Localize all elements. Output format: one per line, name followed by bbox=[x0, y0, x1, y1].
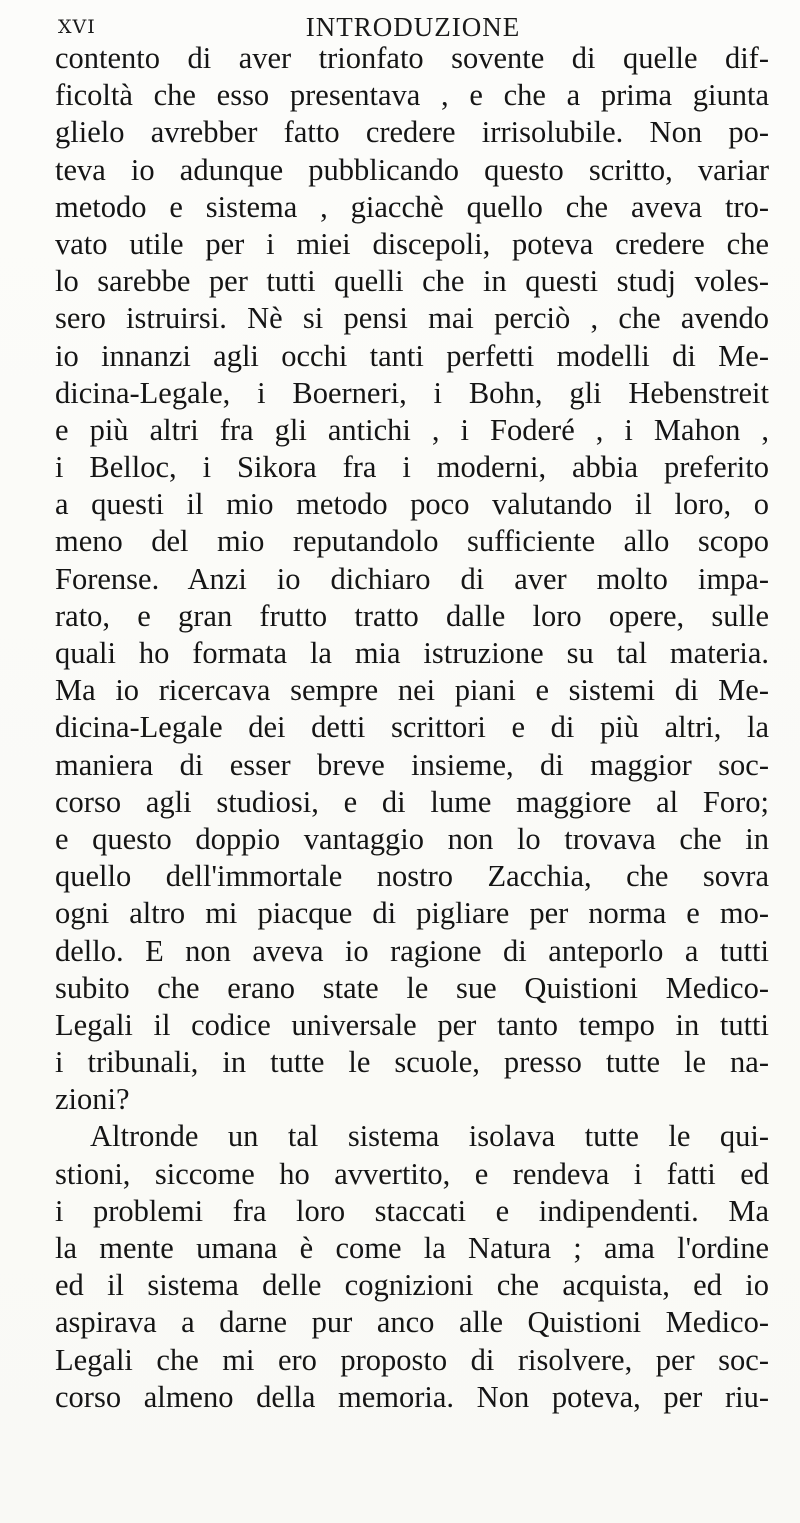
text-line: e questo doppio vantaggio non lo trovava che in bbox=[55, 821, 769, 856]
running-title: INTRODUZIONE bbox=[305, 12, 521, 42]
text-line: vato utile per i miei discepoli, poteva credere che bbox=[55, 226, 769, 261]
text-line: corso agli studiosi, e di lume maggiore al Foro; bbox=[55, 784, 769, 819]
text-line: quello dell'immortale nostro Zacchia, che sovra bbox=[55, 859, 769, 894]
text-line: quali ho formata la mia istruzione su tal materia. bbox=[55, 636, 769, 670]
text-line: rato, e gran frutto tratto dalle loro opere, sulle bbox=[55, 598, 769, 633]
text-line: meno del mio reputandolo sufficiente allo scopo bbox=[55, 524, 769, 559]
text-line: metodo e sistema , giacchè quello che aveva tro- bbox=[55, 189, 769, 224]
text-line: Ma io ricercava sempre nei piani e sistemi di Me- bbox=[55, 673, 769, 708]
text-line: Forense. Anzi io dichiaro di aver molto impa- bbox=[55, 561, 769, 596]
text-line: glielo avrebber fatto credere irrisolubile. Non po- bbox=[55, 115, 769, 150]
text-line: corso almeno della memoria. Non poteva, per riu- bbox=[55, 1379, 769, 1414]
text-line: io innanzi agli occhi tanti perfetti modelli di Me- bbox=[55, 338, 769, 373]
text-line: e più altri fra gli antichi , i Foderé , i Mahon , bbox=[55, 412, 769, 447]
body-text bbox=[55, 40, 769, 1416]
text-line: la mente umana è come la Natura ; ama l'ordine bbox=[55, 1231, 769, 1265]
text-line: ficoltà che esso presentava , e che a prima giunta bbox=[55, 78, 769, 113]
text-line: stioni, siccome ho avvertito, e rendeva i fatti ed bbox=[55, 1156, 769, 1191]
text-line: dicina-Legale, i Boerneri, i Bohn, gli Hebenstreit bbox=[55, 375, 769, 410]
text-line: subito che erano state le sue Quistioni Medico- bbox=[55, 970, 769, 1005]
text-line: teva io adunque pubblicando questo scritto, variar bbox=[55, 152, 769, 187]
text-line: i Belloc, i Sikora fra i moderni, abbia preferito bbox=[55, 450, 769, 485]
text-line: i tribunali, in tutte le scuole, presso tutte le na- bbox=[55, 1045, 769, 1080]
text-line: Legali che mi ero proposto di risolvere, per soc- bbox=[55, 1342, 769, 1377]
text-line: a questi il mio metodo poco valutando il loro, o bbox=[55, 487, 769, 522]
page-number: XVI bbox=[58, 16, 96, 38]
text-line: i problemi fra loro staccati e indipendenti. Ma bbox=[55, 1193, 769, 1228]
text-line: dicina-Legale dei detti scrittori e di più altri, la bbox=[55, 710, 769, 745]
text-line: ogni altro mi piacque di pigliare per norma e mo- bbox=[55, 896, 769, 931]
text-line: aspirava a darne pur anco alle Quistioni Medico- bbox=[55, 1305, 769, 1340]
text-line: ed il sistema delle cognizioni che acquista, ed io bbox=[55, 1268, 769, 1303]
paragraph-start-line: Altronde un tal sistema isolava tutte le qui- bbox=[90, 1119, 769, 1154]
text-line: dello. E non aveva io ragione di anteporlo a tutti bbox=[55, 933, 769, 968]
paragraph-end-line: zioni? bbox=[55, 1082, 130, 1117]
text-line: maniera di esser breve insieme, di maggior soc- bbox=[55, 747, 769, 782]
text-line: lo sarebbe per tutti quelli che in questi studj voles- bbox=[55, 264, 769, 299]
text-line: contento di aver trionfato sovente di quelle dif- bbox=[55, 41, 769, 75]
text-line: sero istruirsi. Nè si pensi mai perciò , che avendo bbox=[55, 301, 769, 336]
text-line: Legali il codice universale per tanto tempo in tutti bbox=[55, 1007, 769, 1042]
